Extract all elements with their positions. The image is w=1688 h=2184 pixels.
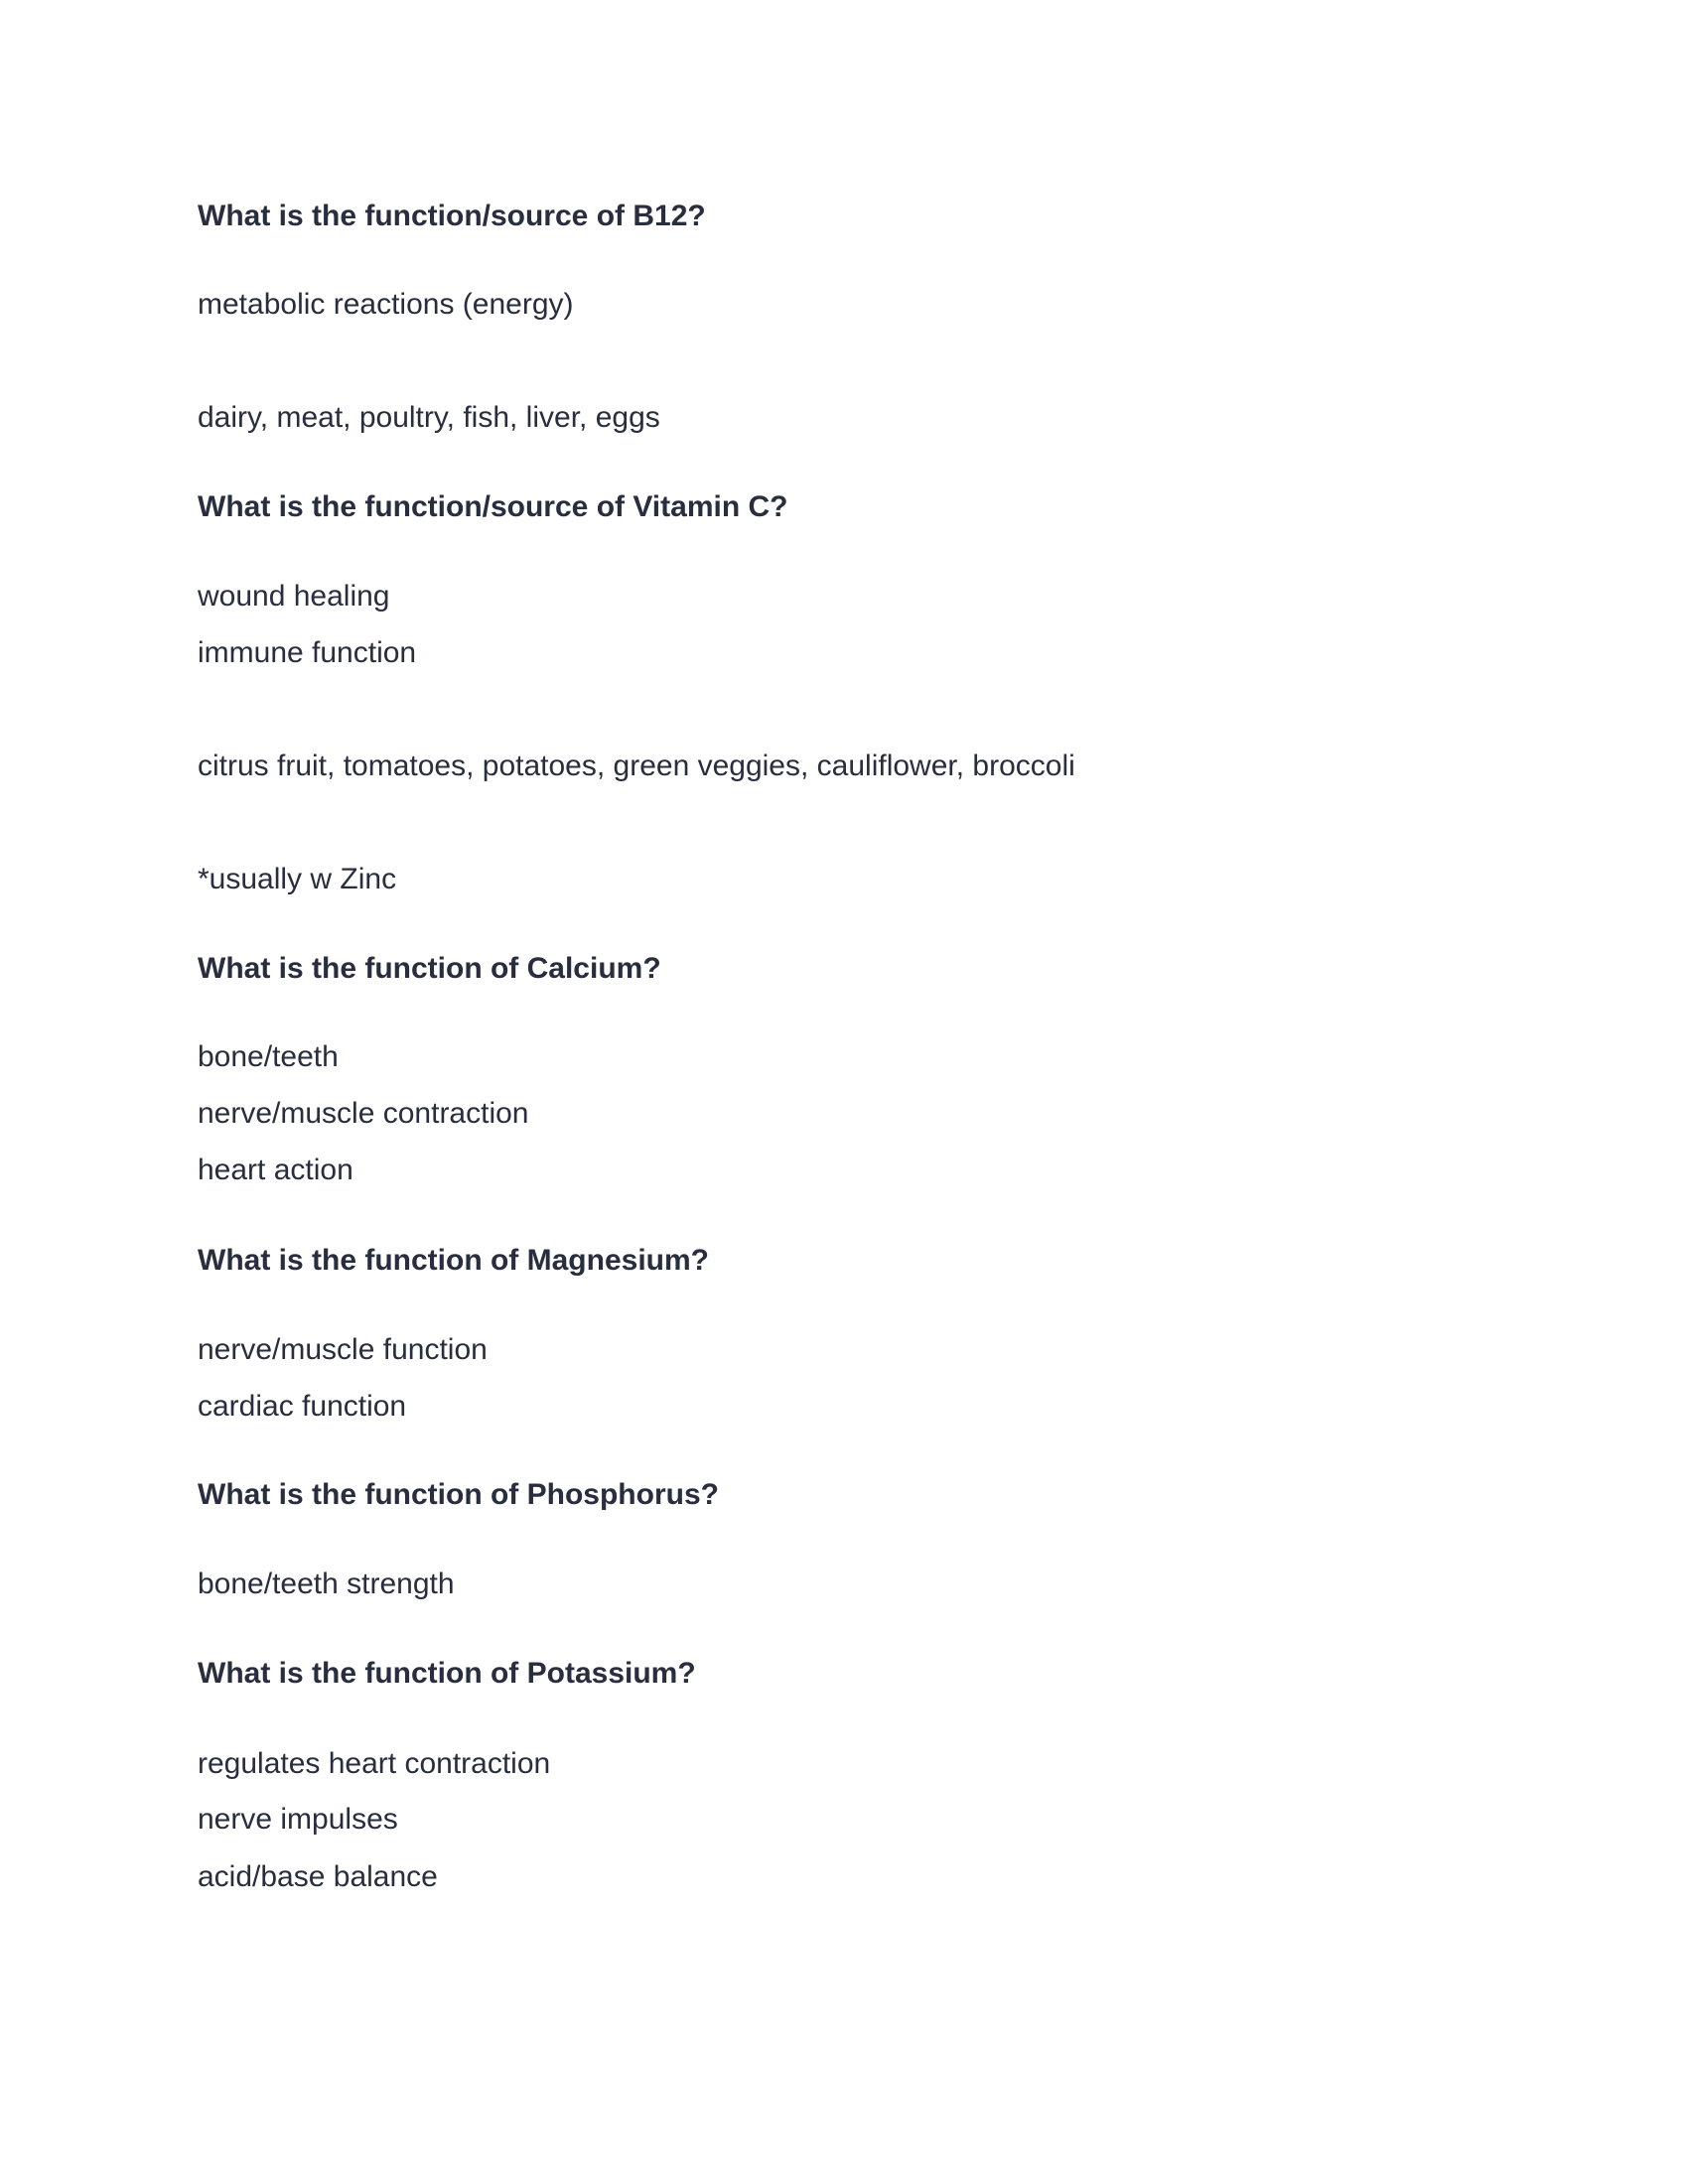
answer-line: heart action — [198, 1154, 353, 1186]
answer-line: dairy, meat, poultry, fish, liver, eggs — [198, 401, 660, 434]
answer-line: metabolic reactions (energy) — [198, 288, 574, 321]
answer-line: bone/teeth strength — [198, 1568, 455, 1600]
answer-line: nerve/muscle contraction — [198, 1097, 529, 1130]
answer-line: wound healing — [198, 580, 390, 613]
question-potassium: What is the function of Potassium? — [198, 1657, 696, 1690]
question-calcium: What is the function of Calcium? — [198, 952, 661, 985]
question-phosphorus: What is the function of Phosphorus? — [198, 1478, 719, 1511]
answer-line: *usually w Zinc — [198, 863, 397, 895]
answer-line: cardiac function — [198, 1390, 407, 1423]
answer-line: bone/teeth — [198, 1040, 339, 1073]
answer-line: citrus fruit, tomatoes, potatoes, green veggies, cauliflower, broccoli — [198, 750, 1075, 782]
answer-line: nerve/muscle function — [198, 1333, 488, 1366]
answer-line: nerve impulses — [198, 1803, 398, 1836]
question-b12: What is the function/source of B12? — [198, 200, 706, 232]
answer-line: regulates heart contraction — [198, 1747, 551, 1780]
question-magnesium: What is the function of Magnesium? — [198, 1244, 709, 1277]
question-vitamin-c: What is the function/source of Vitamin C? — [198, 490, 788, 523]
answer-line: immune function — [198, 636, 417, 669]
answer-line: acid/base balance — [198, 1860, 438, 1893]
